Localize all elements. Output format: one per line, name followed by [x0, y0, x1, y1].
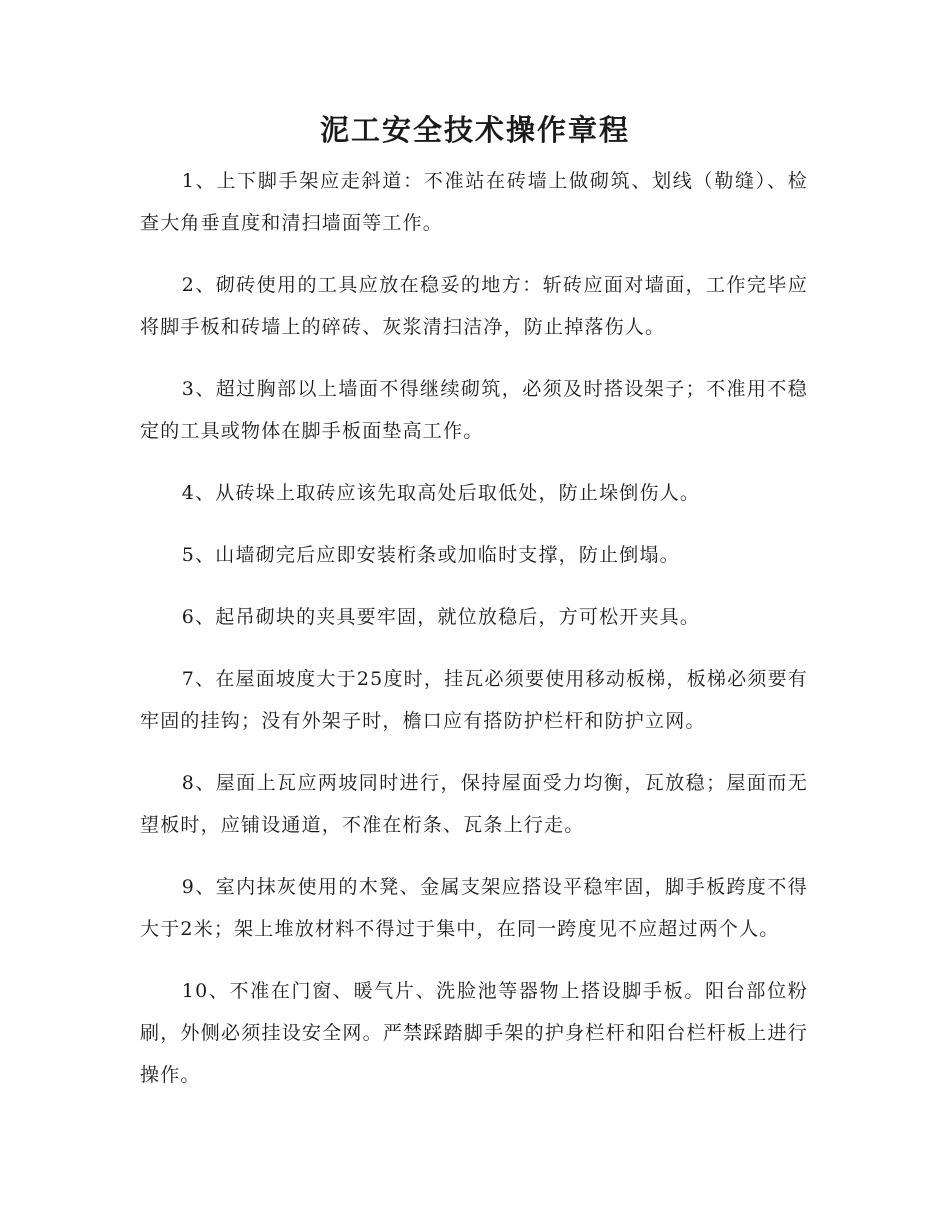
rules-list [140, 160, 808, 1116]
rule-item: 1、上下脚手架应走斜道：不准站在砖墙上做砌筑、划线（勒缝）、检查大角垂直度和清扫墙面等工作。 [140, 170, 808, 234]
rule-item: 9、室内抹灰使用的木凳、金属支架应搭设平稳牢固，脚手板跨度不得大于2米；架上堆放材料不得过于集中，在同一跨度见不应超过两个人。 [140, 876, 808, 940]
rule-item: 4、从砖垛上取砖应该先取高处后取低处，防止垛倒伤人。 [181, 482, 701, 504]
rule-item: 5、山墙砌完后应即安装桁条或加临时支撑，防止倒塌。 [181, 544, 680, 566]
rule-item: 10、不准在门窗、暖气片、洗脸池等器物上搭设脚手板。阳台部位粉刷，外侧必须挂设安全网。严禁踩踏脚手架的护身栏杆和阳台栏杆板上进行操作。 [140, 980, 808, 1086]
document-title: 泥工安全技术操作章程 [319, 113, 630, 147]
rule-item: 6、起吊砌块的夹具要牢固，就位放稳后，方可松开夹具。 [181, 606, 701, 628]
rule-item: 3、超过胸部以上墙面不得继续砌筑，必须及时搭设架子；不准用不稳定的工具或物体在脚手板面垫高工作。 [140, 378, 808, 442]
rule-item: 7、在屋面坡度大于25度时，挂瓦必须要使用移动板梯，板梯必须要有牢固的挂钩；没有外架子时，檐口应有搭防护栏杆和防护立网。 [140, 668, 808, 732]
rule-item: 2、砌砖使用的工具应放在稳妥的地方：斩砖应面对墙面，工作完毕应将脚手板和砖墙上的碎砖、灰浆清扫洁净，防止掉落伤人。 [140, 274, 808, 338]
rule-item: 8、屋面上瓦应两坡同时进行，保持屋面受力均衡，瓦放稳；屋面而无望板时，应铺设通道，不准在桁条、瓦条上行走。 [140, 772, 808, 836]
